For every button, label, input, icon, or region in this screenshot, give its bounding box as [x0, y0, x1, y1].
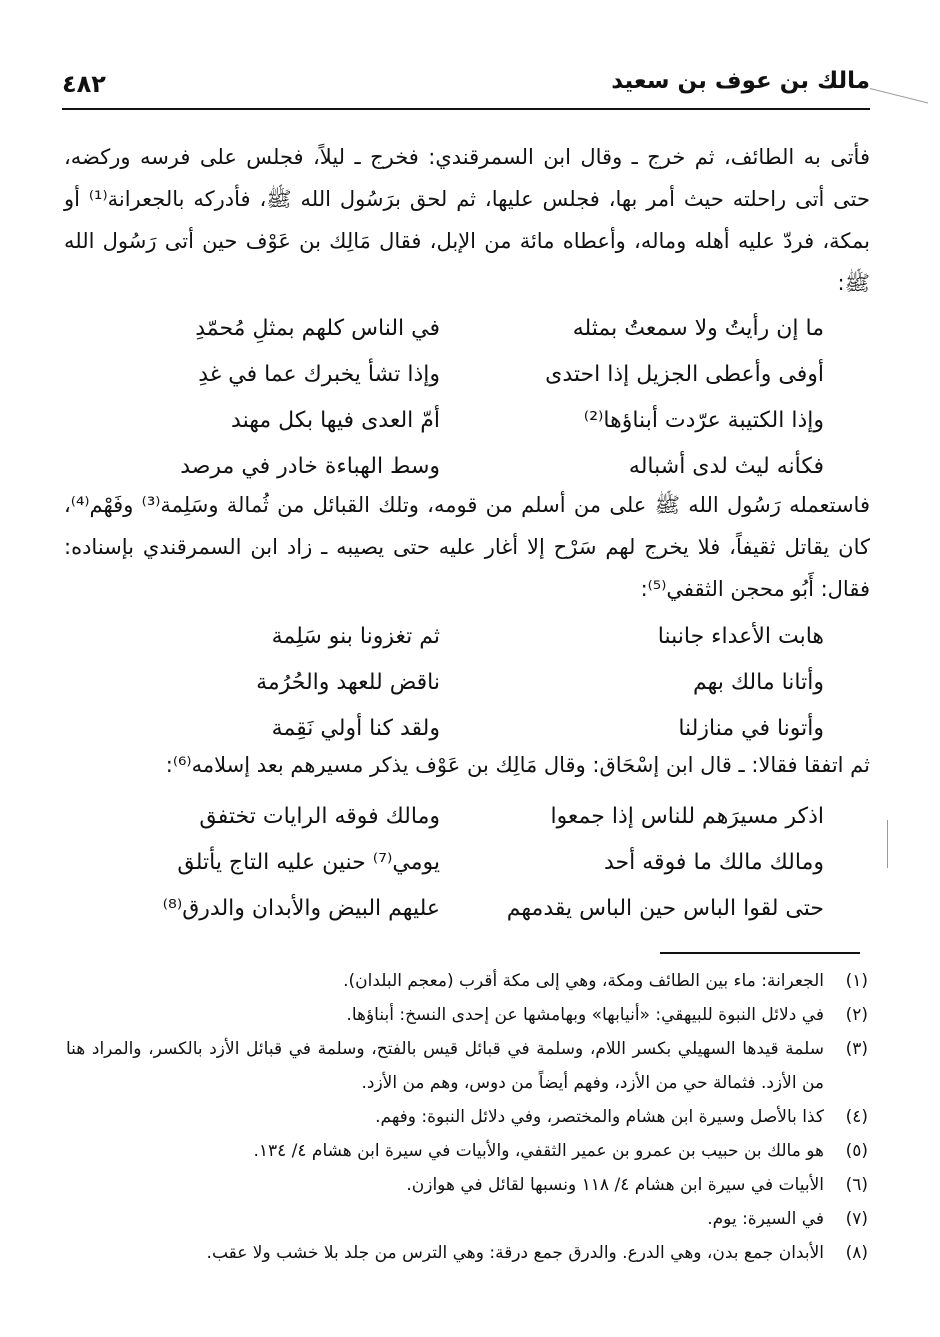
poem-verse — [110, 850, 824, 896]
verse-first-hemistich: أوفى وأعطى الجزيل إذا احتدى — [545, 362, 824, 387]
footnote-text: في السيرة: يوم. — [707, 1209, 824, 1229]
verse-second-hemistich: وسط الهباءة خادر في مرصد — [180, 454, 440, 479]
poem-verse — [110, 670, 824, 716]
page-number: ٤٨٢ — [62, 70, 106, 98]
footnote-item — [66, 1168, 868, 1202]
verse-first-hemistich: وإذا الكتيبة عرّدت أبناؤها⁽²⁾ — [583, 408, 824, 433]
verse-second-hemistich: عليهم البيض والأبدان والدرق⁽⁸⁾ — [162, 896, 440, 921]
verse-second-hemistich: يومي⁽⁷⁾ حنين عليه التاج يأتلق — [177, 850, 440, 875]
verse-first-hemistich: فكأنه ليث لدى أشباله — [628, 454, 824, 479]
footnote-text: الجعرانة: ماء بين الطائف ومكة، وهي إلى مكة أقرب (معجم البلدان). — [343, 971, 824, 991]
footnote-text: الأبيات في سيرة ابن هشام ٤/ ١١٨ ونسبها لقائل في هوازن. — [406, 1175, 824, 1195]
footnote-number: (٧) — [845, 1209, 868, 1229]
paragraph-text: فأتى به الطائف، ثم خرج ـ وقال ابن السمرقندي: فخرج ـ ليلاً، فجلس على فرسه وركضه، حتى أتى راحلته حيث أمر بها، فجلس عليها، ثم لحق برَسُول الله ﷺ، فأدركه بالجعرانة⁽¹⁾ أو بمكة، فردّ عليه أهله وماله، وأعطاه مائة من الإبل، فقال مَالِك بن عَوْف حين أتى رَسُول الله ﷺ: — [64, 145, 870, 295]
verse-first-hemistich: هابت الأعداء جانبنا — [657, 624, 824, 649]
verse-first-hemistich: وأتانا مالك بهم — [692, 670, 824, 695]
footnote-number: (٥) — [845, 1141, 868, 1161]
paragraph-text: فاستعمله رَسُول الله ﷺ على من أسلم من قومه، وتلك القبائل من ثُمالة وسَلِمة⁽³⁾ وفَهْم⁽⁴⁾، كان يقاتل ثقيفاً، فلا يخرج لهم سَرْح إلا أغار عليه حتى يصيبه ـ زاد ابن السمرقندي بإسناده: فقال: أَبُو محجن الثقفي⁽⁵⁾: — [64, 493, 870, 601]
verse-first-hemistich: ومالك مالك ما فوقه أحد — [604, 850, 824, 875]
footnote-item — [66, 1100, 868, 1134]
footnote-text: سلمة قيدها السهيلي بكسر اللام، وسلمة في قبائل قيس بالفتح، وسلمة في قبائل الأزد بالكسر، والمراد هنا من الأزد. فثمالة حي من الأزد، وفهم أيضاً من دوس، وهم من الأزد. — [66, 1039, 824, 1093]
footnote-text: كذا بالأصل وسيرة ابن هشام والمختصر، وفي دلائل النبوة: وفهم. — [375, 1107, 824, 1127]
footnote-number: (٤) — [845, 1107, 868, 1127]
header-rule — [62, 108, 870, 110]
poem-verse — [110, 896, 824, 942]
footnote-item — [66, 1134, 868, 1168]
poem-verse — [110, 362, 824, 408]
footnote-item — [66, 1032, 868, 1100]
poem-1 — [110, 316, 824, 500]
verse-second-hemistich: أمّ العدى فيها بكل مهند — [231, 408, 440, 433]
poem-2 — [110, 624, 824, 762]
running-title: مالك بن عوف بن سعيد — [611, 68, 870, 94]
verse-second-hemistich: وإذا تشأ يخبرك عما في غدِ — [198, 362, 440, 387]
footnote-text: هو مالك بن حبيب بن عمرو بن عمير الثقفي، والأبيات في سيرة ابن هشام ٤/ ١٣٤. — [253, 1141, 824, 1161]
poem-verse — [110, 624, 824, 670]
scan-mark — [865, 88, 928, 121]
verse-second-hemistich: ومالك فوقه الرايات تختفق — [199, 804, 440, 829]
footnote-number: (٦) — [845, 1175, 868, 1195]
paragraph-text: ثم اتفقا فقالا: ـ قال ابن إسْحَاق: وقال مَالِك بن عَوْف يذكر مسيرهم بعد إسلامه⁽⁶⁾: — [165, 753, 870, 777]
poem-3 — [110, 804, 824, 942]
poem-verse — [110, 408, 824, 454]
prose-paragraph-3 — [64, 744, 870, 786]
verse-second-hemistich: ثم تغزونا بنو سَلِمة — [271, 624, 440, 649]
verse-first-hemistich: ما إن رأيتُ ولا سمعتُ بمثله — [572, 316, 824, 341]
footnote-item — [66, 1202, 868, 1236]
margin-mark — [887, 820, 888, 868]
footnote-rule — [660, 952, 860, 954]
footnote-number: (٣) — [845, 1039, 868, 1059]
footnotes — [66, 964, 868, 1270]
verse-first-hemistich: وأتونا في منازلنا — [678, 716, 824, 741]
poem-verse — [110, 804, 824, 850]
verse-first-hemistich: حتى لقوا الباس حين الباس يقدمهم — [506, 896, 824, 921]
footnote-number: (٢) — [845, 1005, 868, 1025]
verse-second-hemistich: ولقد كنا أولي نَقِمة — [271, 716, 440, 741]
footnote-text: في دلائل النبوة للبيهقي: «أنيابها» وبهامشها عن إحدى النسخ: أبناؤها. — [346, 1005, 824, 1025]
prose-paragraph-1 — [64, 136, 870, 304]
verse-second-hemistich: في الناس كلهم بمثلِ مُحمّدِ — [195, 316, 440, 341]
footnote-item — [66, 1236, 868, 1270]
prose-paragraph-2 — [64, 484, 870, 610]
footnote-item — [66, 964, 868, 998]
footnote-text: الأبدان جمع بدن، وهي الدرع. والدرق جمع درقة: وهي الترس من جلد بلا خشب ولا عقب. — [206, 1243, 824, 1263]
footnote-item — [66, 998, 868, 1032]
verse-first-hemistich: اذكر مسيرَهم للناس إذا جمعوا — [550, 804, 824, 829]
footnote-number: (٨) — [845, 1243, 868, 1263]
verse-second-hemistich: ناقض للعهد والحُرُمة — [256, 670, 440, 695]
footnote-number: (١) — [845, 971, 868, 991]
page-header — [62, 58, 870, 108]
poem-verse — [110, 316, 824, 362]
